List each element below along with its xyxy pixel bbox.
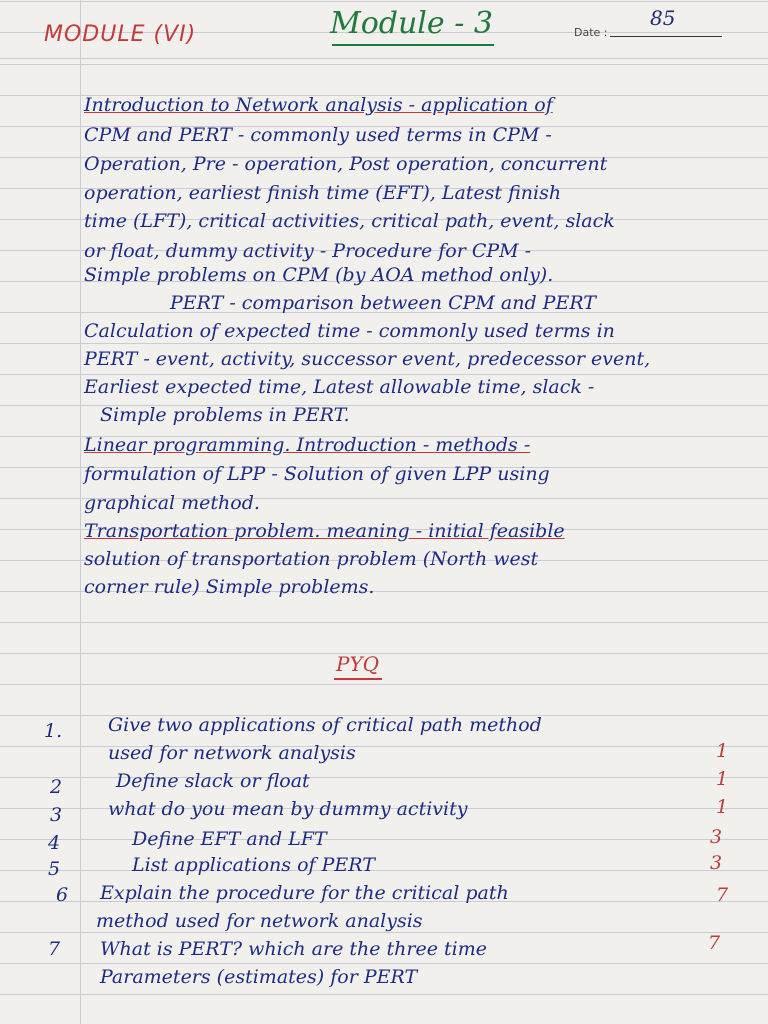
pyq-underline [334,678,382,680]
syllabus-line: Transportation problem. meaning - initial feasible [84,520,565,542]
syllabus-line: PERT - comparison between CPM and PERT [170,292,596,314]
question-number: 5 [48,858,61,880]
question-text: method used for network analysis [96,910,423,932]
syllabus-line: Earliest expected time, Latest allowable time, slack - [84,376,595,398]
syllabus-line: Simple problems on CPM (by AOA method only). [84,264,554,286]
page-number: 85 [650,6,676,30]
question-text: Define EFT and LFT [132,828,327,850]
pyq-heading: PYQ [336,652,380,676]
syllabus-line: or float, dummy activity - Procedure for CPM - [84,240,532,262]
module-label: MODULE (VI) [44,22,197,47]
syllabus-line: operation, earliest finish time (EFT), Latest finish [84,182,562,204]
syllabus-line: CPM and PERT - commonly used terms in CPM - [84,124,552,146]
title-underline [332,44,494,46]
syllabus-line: Operation, Pre - operation, Post operation, concurrent [84,153,608,175]
date-label: Date : [574,26,608,39]
date-line [610,36,722,37]
syllabus-line: PERT - event, activity, successor event, predecessor event, [84,348,651,370]
question-number: 3 [50,804,63,826]
syllabus-line: Linear programming. Introduction - methods - [84,434,531,456]
question-marks: 1 [716,768,729,790]
page-title: Module - 3 [330,6,493,41]
question-number: 2 [50,776,63,798]
question-text: what do you mean by dummy activity [108,798,468,820]
question-number: 1. [44,720,63,742]
question-marks: 7 [716,884,729,906]
syllabus-line: Introduction to Network analysis - application of [84,94,553,116]
syllabus-line: time (LFT), critical activities, critical path, event, slack [84,210,615,232]
question-marks: 3 [710,826,723,848]
syllabus-line: graphical method. [84,492,260,514]
margin-line [80,0,81,1024]
question-number: 6 [56,884,69,906]
question-number: 4 [48,832,61,854]
syllabus-line: corner rule) Simple problems. [84,576,375,598]
question-marks: 3 [710,852,723,874]
question-marks: 1 [716,740,729,762]
top-rule [0,58,768,59]
question-text: Define slack or float [116,770,310,792]
syllabus-line: Calculation of expected time - commonly used terms in [84,320,615,342]
question-text: Explain the procedure for the critical path [100,882,509,904]
question-marks: 7 [708,932,721,954]
question-text: Give two applications of critical path method [108,714,542,736]
question-marks: 1 [716,796,729,818]
syllabus-line: Simple problems in PERT. [100,404,350,426]
syllabus-line: formulation of LPP - Solution of given LPP using [84,463,550,485]
question-text: Parameters (estimates) for PERT [100,966,418,988]
syllabus-line: solution of transportation problem (North west [84,548,539,570]
question-text: used for network analysis [108,742,356,764]
question-number: 7 [48,938,61,960]
question-text: What is PERT? which are the three time [100,938,487,960]
question-text: List applications of PERT [132,854,375,876]
